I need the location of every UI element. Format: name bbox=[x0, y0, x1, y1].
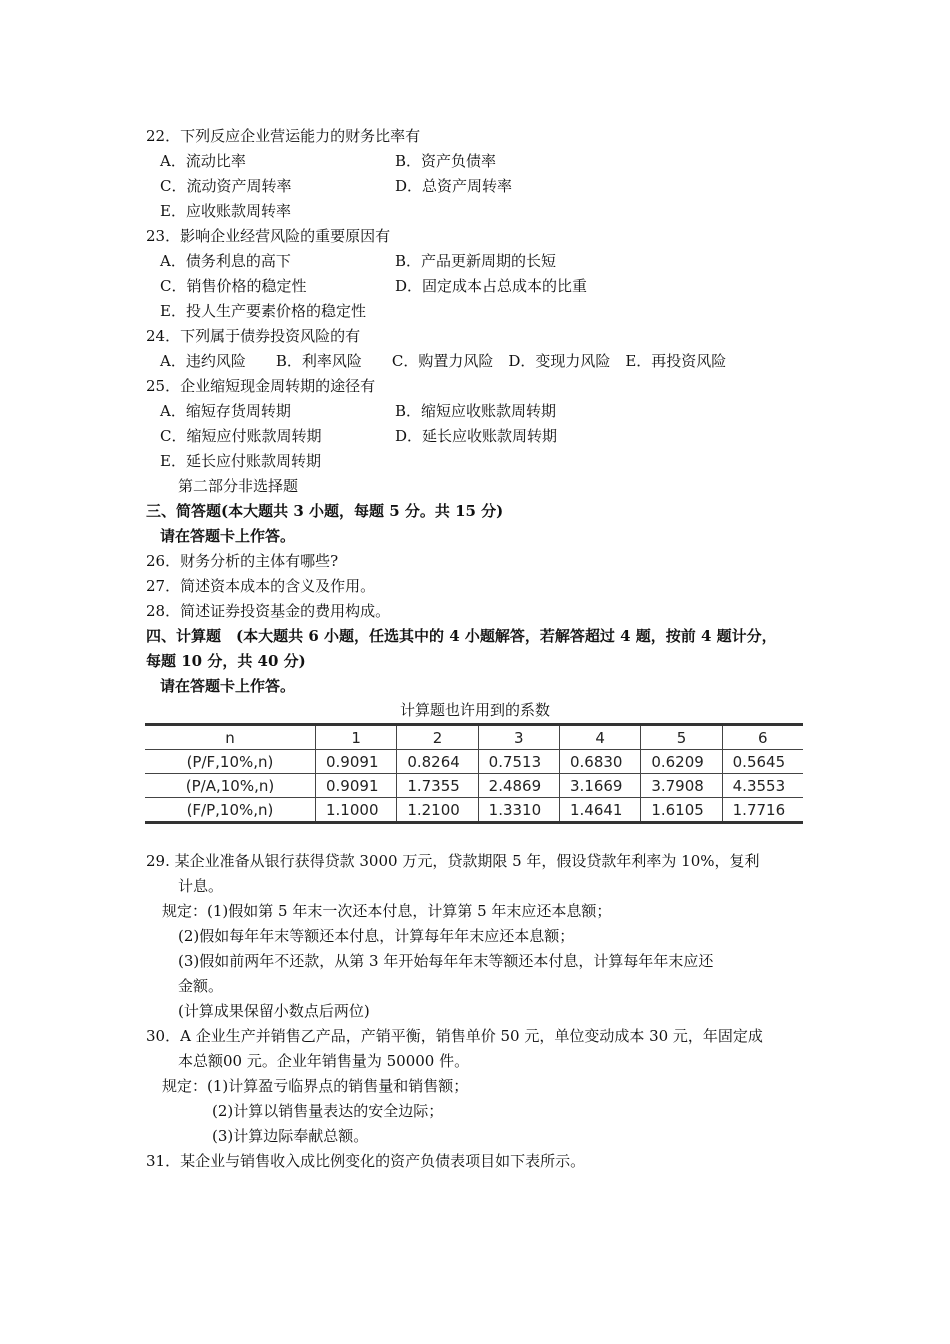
table-cell: (P/A,10%,n) bbox=[145, 774, 316, 798]
q22-option-d: D．总资产周转率 bbox=[395, 177, 513, 195]
q25-option-b: B．缩短应收账款周转期 bbox=[395, 402, 557, 420]
table-cell: 0.8264 bbox=[397, 750, 478, 774]
table-caption: 计算题也许用到的系数 bbox=[399, 701, 550, 719]
table-cell: 1.4641 bbox=[559, 798, 640, 823]
q22-option-c: C．流动资产周转率 bbox=[160, 177, 292, 195]
q25-option-e: E．延长应付账款周转期 bbox=[160, 452, 321, 470]
table-header-cell: 2 bbox=[397, 725, 478, 750]
q31: 31．某企业与销售收入成比例变化的资产负债表项目如下表所示。 bbox=[146, 1152, 586, 1170]
table-cell: 3.7908 bbox=[641, 774, 722, 798]
q23-option-b: B．产品更新周期的长短 bbox=[395, 252, 557, 270]
table-cell: 0.9091 bbox=[316, 774, 397, 798]
table-row bbox=[145, 750, 803, 774]
q23-option-c: C．销售价格的稳定性 bbox=[160, 277, 307, 295]
table-cell: 4.3553 bbox=[722, 774, 803, 798]
table-cell: (P/F,10%,n) bbox=[145, 750, 316, 774]
table-cell: 0.5645 bbox=[722, 750, 803, 774]
section4-note: 请在答题卡上作答。 bbox=[160, 677, 296, 695]
section4-title-line2: 每题 10 分，共 40 分) bbox=[146, 652, 306, 670]
q24-stem: 24．下列属于债券投资风险的有 bbox=[146, 327, 361, 345]
table-cell: 1.2100 bbox=[397, 798, 478, 823]
table-cell: 1.6105 bbox=[641, 798, 722, 823]
table-cell: 1.7716 bbox=[722, 798, 803, 823]
table-header-cell: 6 bbox=[722, 725, 803, 750]
q25-stem: 25．企业缩短现金周转期的途径有 bbox=[146, 377, 376, 395]
table-row bbox=[145, 774, 803, 798]
table-cell: 0.9091 bbox=[316, 750, 397, 774]
q23-stem: 23．影响企业经营风险的重要原因有 bbox=[146, 227, 391, 245]
part2-heading: 第二部分非选择题 bbox=[178, 477, 299, 495]
q24-options: A．违约风险 B．利率风险 C．购置力风险 D．变现力风险 E．再投资风险 bbox=[160, 352, 727, 370]
q29-note: (计算成果保留小数点后两位) bbox=[178, 1002, 370, 1020]
q29-req2: (2)假如每年年末等额还本付息，计算每年年末应还本息额； bbox=[178, 927, 575, 945]
table-cell: 0.7513 bbox=[478, 750, 559, 774]
q27: 27．简述资本成本的含义及作用。 bbox=[146, 577, 376, 595]
q29-requirement: 规定：(1)假如第 5 年末一次还本付息，计算第 5 年末应还本息额； bbox=[162, 902, 612, 920]
table-header-row bbox=[145, 725, 803, 750]
q26: 26．财务分析的主体有哪些? bbox=[146, 552, 339, 570]
q22-option-b: B．资产负债率 bbox=[395, 152, 497, 170]
q30-req2: (2)计算以销售量表达的安全边际； bbox=[212, 1102, 444, 1120]
table-header-cell: 4 bbox=[559, 725, 640, 750]
table-header-cell: 3 bbox=[478, 725, 559, 750]
q25-option-a: A．缩短存货周转期 bbox=[160, 402, 291, 420]
table-cell: 0.6209 bbox=[641, 750, 722, 774]
table-cell: 2.4869 bbox=[478, 774, 559, 798]
q25-option-c: C．缩短应付账款周转期 bbox=[160, 427, 322, 445]
q30-req3: (3)计算边际奉献总额。 bbox=[212, 1127, 369, 1145]
table-header-cell: 1 bbox=[316, 725, 397, 750]
table-header-cell: n bbox=[145, 725, 316, 750]
table-cell: 3.1669 bbox=[559, 774, 640, 798]
q22-option-a: A．流动比率 bbox=[160, 152, 246, 170]
table-row bbox=[145, 798, 803, 823]
q29-line1: 29. 某企业准备从银行获得贷款 3000 万元，贷款期限 5 年，假设贷款年利率为 10%，复利 bbox=[146, 852, 760, 870]
q22-option-e: E．应收账款周转率 bbox=[160, 202, 291, 220]
q30-line2: 本总额00 元。企业年销售量为 50000 件。 bbox=[178, 1052, 470, 1070]
table-cell: 1.3310 bbox=[478, 798, 559, 823]
q29-line2: 计息。 bbox=[178, 877, 224, 895]
q23-option-d: D．固定成本占总成本的比重 bbox=[395, 277, 588, 295]
q23-option-e: E．投人生产要素价格的稳定性 bbox=[160, 302, 366, 320]
table-cell: 1.1000 bbox=[316, 798, 397, 823]
section4-title-line1: 四、计算题 (本大题共 6 小题，任选其中的 4 小题解答，若解答超过 4 题，按前 4 题计分， bbox=[146, 627, 777, 645]
q30-line1: 30．A 企业生产并销售乙产品，产销平衡，销售单价 50 元，单位变动成本 30 元，年固定成 bbox=[146, 1027, 763, 1045]
q25-option-d: D．延长应收账款周转期 bbox=[395, 427, 558, 445]
section3-note: 请在答题卡上作答。 bbox=[160, 527, 296, 545]
q22-stem: 22．下列反应企业营运能力的财务比率有 bbox=[146, 127, 421, 145]
q23-option-a: A．债务利息的高下 bbox=[160, 252, 291, 270]
q28: 28．简述证券投资基金的费用构成。 bbox=[146, 602, 391, 620]
q29-req3a: (3)假如前两年不还款，从第 3 年开始每年年末等额还本付息，计算每年年末应还 bbox=[178, 952, 714, 970]
section3-title: 三、简答题(本大题共 3 小题，每题 5 分。共 15 分) bbox=[146, 502, 504, 520]
table-header-cell: 5 bbox=[641, 725, 722, 750]
q30-requirement: 规定：(1)计算盈亏临界点的销售量和销售额； bbox=[162, 1077, 469, 1095]
table-cell: (F/P,10%,n) bbox=[145, 798, 316, 823]
q29-req3b: 金额。 bbox=[178, 977, 224, 995]
table-cell: 1.7355 bbox=[397, 774, 478, 798]
table-cell: 0.6830 bbox=[559, 750, 640, 774]
coefficient-table bbox=[145, 723, 803, 824]
